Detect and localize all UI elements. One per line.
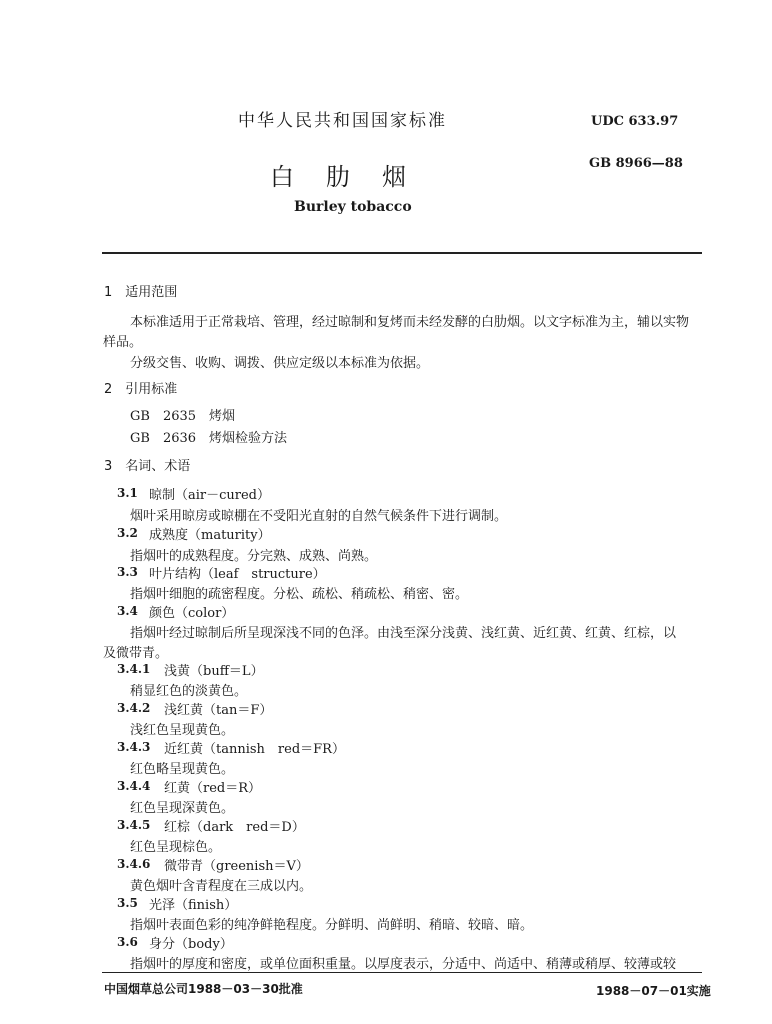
term-definition: 稍显红色的淡黄色。 xyxy=(130,684,248,699)
term-number: 3.4.2 xyxy=(117,701,151,715)
term-definition: 红色略呈现黄色。 xyxy=(130,762,235,777)
term-definition: 指烟叶经过晾制后所呈现深浅不同的色泽。由浅至深分浅黄、浅红黄、近红黄、红黄、红棕，以 xyxy=(130,626,677,641)
gb-code: GB 8966—88 xyxy=(589,156,683,171)
term-number: 3.5 xyxy=(117,896,138,910)
term-definition: 指烟叶细胞的疏密程度。分松、疏松、稍疏松、稍密、密。 xyxy=(130,587,469,602)
term-definition-cont: 及微带青。 xyxy=(103,646,169,661)
term-title: 身分（body） xyxy=(149,937,233,952)
term-title: 成熟度（maturity） xyxy=(149,528,271,543)
section-1-paragraph-2: 分级交售、收购、调拨、供应定级以本标准为依据。 xyxy=(130,356,430,371)
term-definition: 指烟叶表面色彩的纯净鲜艳程度。分鲜明、尚鲜明、稍暗、较暗、暗。 xyxy=(130,918,534,933)
term-title: 近红黄（tannish red＝FR） xyxy=(164,742,345,757)
term-definition: 烟叶采用晾房或晾棚在不受阳光直射的自然气候条件下进行调制。 xyxy=(130,509,508,524)
term-definition: 浅红色呈现黄色。 xyxy=(130,723,235,738)
term-number: 3.3 xyxy=(117,565,138,579)
term-title: 微带青（greenish＝V） xyxy=(164,859,309,874)
term-title: 浅红黄（tan＝F） xyxy=(164,703,273,718)
header-rule xyxy=(102,252,702,254)
approval-note: 中国烟草总公司1988－03－30批准 xyxy=(104,982,303,996)
term-title: 红黄（red＝R） xyxy=(164,781,262,796)
term-definition: 红色呈现棕色。 xyxy=(130,840,222,855)
section-1-paragraph-1: 本标准适用于正常栽培、管理，经过晾制和复烤而未经发酵的白肋烟。以文字标准为主，辅以实物 xyxy=(130,315,690,330)
term-number: 3.2 xyxy=(117,526,138,540)
term-title: 红棕（dark red＝D） xyxy=(164,820,305,835)
term-title: 晾制（air－cured） xyxy=(149,488,271,503)
document-title-cn: 白 肋 烟 xyxy=(270,163,410,191)
term-number: 3.4.4 xyxy=(117,779,151,793)
term-number: 3.1 xyxy=(117,486,138,500)
term-number: 3.4 xyxy=(117,604,138,618)
document-title-en: Burley tobacco xyxy=(294,199,412,215)
term-definition: 指烟叶的厚度和密度，或单位面积重量。以厚度表示，分适中、尚适中、稍薄或稍厚、较薄或较 xyxy=(130,957,677,972)
term-number: 3.4.5 xyxy=(117,818,151,832)
reference-gb2635: GB 2635 烤烟 xyxy=(130,409,236,424)
section-1-heading: 1 适用范围 xyxy=(104,285,178,300)
term-title: 颜色（color） xyxy=(149,606,235,621)
term-definition: 指烟叶的成熟程度。分完熟、成熟、尚熟。 xyxy=(130,549,378,564)
footer-rule xyxy=(102,972,702,973)
national-standard-heading: 中华人民共和国国家标准 xyxy=(238,111,447,131)
section-3-heading: 3 名词、术语 xyxy=(104,459,191,474)
term-title: 叶片结构（leaf structure） xyxy=(149,567,326,582)
term-title: 光泽（finish） xyxy=(149,898,238,913)
reference-gb2636: GB 2636 烤烟检验方法 xyxy=(130,431,288,446)
term-number: 3.4.3 xyxy=(117,740,151,754)
term-number: 3.6 xyxy=(117,935,138,949)
term-definition: 红色呈现深黄色。 xyxy=(130,801,235,816)
section-2-heading: 2 引用标准 xyxy=(104,382,178,397)
term-number: 3.4.6 xyxy=(117,857,151,871)
section-1-paragraph-1-cont: 样品。 xyxy=(103,335,143,350)
term-title: 浅黄（buff＝L） xyxy=(164,664,264,679)
term-definition: 黄色烟叶含青程度在三成以内。 xyxy=(130,879,313,894)
effective-date: 1988－07－01实施 xyxy=(596,984,711,998)
udc-code: UDC 633.97 xyxy=(591,114,679,129)
term-number: 3.4.1 xyxy=(117,662,151,676)
